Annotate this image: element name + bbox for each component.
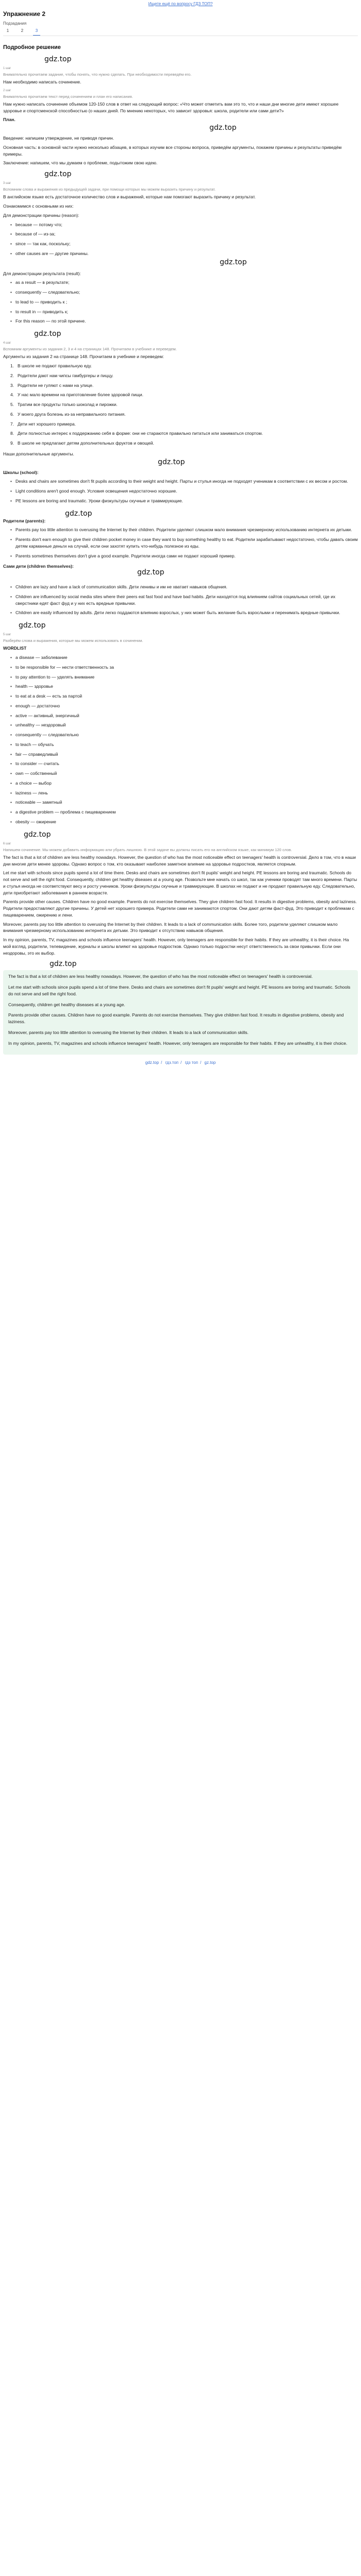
step-hint: Разберём слова и выражения, которые мы можем использовать в сочинении. — [3, 638, 143, 643]
step-hint: Вспомним слова и выражения из предыдущей задачи, при помощи которых мы можем выразить причину и результат. — [3, 187, 216, 192]
wordlist — [10, 654, 358, 825]
step-paragraph: В английском языке есть достаточное количество слов и выражений, которые нам помогают выразить причину и результат. — [3, 194, 256, 200]
result-list — [10, 279, 358, 325]
list-item: • since — так как, поскольку; — [10, 241, 358, 247]
watermark-row — [3, 568, 358, 582]
list-item: 3. Родители не гуляют с нами на улице. — [10, 382, 94, 388]
watermark-row — [3, 258, 358, 270]
list-item: • to pay attention to — уделять внимание — [10, 674, 358, 681]
list-item: • Parents pay too little attention to overusing the Internet by their children. Родители уделяют слишком мало внимания чрезмерному использованию интернета их детьми. — [10, 527, 358, 533]
step-hint: Вспомним аргументы из задания 2, 3 и 4 на страницах 148. Прочитаем в учебнике и переведем. — [3, 347, 177, 351]
essay-paragraph: Parents provide other causes. Children have no good example. Parents do not exercise themselves. They give children fast food. It results in digestive problems, obesity and laziness. Родители предоставляют другие причины. У детей нет хорошего примера. Родители сами не занимаются спортом. Они дают детям фаст-фуд. Это приводит к проблемам с пищеварением, ожирению и лени. — [3, 899, 357, 918]
list-item: 4. У нас мало времени на приготовление более здоровой пищи. — [10, 392, 143, 398]
watermark-row — [3, 509, 358, 518]
step-hint: Внимательно прочитаем задание, чтобы понять, что нужно сделать. При необходимости переведём его. — [3, 72, 192, 77]
solution-title: Подробное решение — [3, 44, 61, 50]
step-2 — [3, 89, 358, 167]
list-item: • health — здоровье — [10, 683, 358, 690]
list-item: • Desks and chairs are sometimes don't fit pupils according to their weight and height. Парты и стулья иногда не подходят ученикам в соответствии с их весом и ростом. — [10, 478, 358, 485]
list-item: • to teach — обучать — [10, 741, 358, 748]
step-hint: Внимательно прочитаем текст перед сочинением и план его написания. — [3, 94, 133, 99]
list-item: • For this reason — по этой причине. — [10, 318, 358, 325]
list-item: 8. Дети полностью интерес к поддержанию себя в форме: они не стараются правильно питаться или заниматься спортом. — [10, 431, 263, 436]
step-label: 5 шаг — [3, 633, 11, 636]
list-item: • unhealthy — нездоровый — [10, 722, 358, 728]
watermark-text: gdz.top — [220, 258, 247, 266]
list-item: 1. В школе не подают правильную еду. — [10, 363, 92, 368]
step-paragraph: Наши дополнительные аргументы. — [3, 451, 74, 456]
list-item: • Children are influenced by social media sites where their peers eat fast food and have bad habits. Дети находятся под влиянием сайтов социальных сетей, где их сверстники едят фаст фуд и у них есть вредные привычки. — [10, 594, 358, 607]
list-item: • to result in — приводить к; — [10, 309, 358, 315]
answer-paragraph: Consequently, children get healthy diseases at a young age. — [8, 1002, 125, 1007]
list-item: • a disease — заболевание — [10, 654, 358, 661]
list-item: • obesity — ожирение — [10, 819, 358, 825]
list-item: • enough — достаточно — [10, 703, 358, 709]
list-item: • consequently — следовательно; — [10, 289, 358, 296]
watermark-row — [3, 829, 358, 839]
footer-link[interactable]: гдз.топ — [165, 1060, 178, 1065]
list-item: • PE lessons are boring and traumatic. Уроки физкультуры скучные и травмирующие. — [10, 498, 358, 504]
list-item: 7. Дети нет хорошего примера. — [10, 421, 76, 427]
list-item: • own — собственный — [10, 770, 358, 777]
search-more-link[interactable]: Ищете ещё по вопросу ГДЗ ТОП? — [148, 2, 213, 6]
list-item: • because of — из-за; — [10, 231, 358, 238]
step-label: 1 шаг — [3, 66, 11, 70]
list-item: • to lead to — приводить к ; — [10, 299, 358, 306]
subtask-pager — [4, 28, 358, 36]
list-item: • Children are lazy and have a lack of communication skills. Дети ленивы и им не хватает навыков общения. — [10, 584, 358, 590]
watermark-row — [3, 959, 358, 968]
list-item: • other causes are — другие причины. — [10, 250, 358, 257]
list-item: • noticeable — заметный — [10, 799, 358, 806]
footer-separator: / — [161, 1060, 162, 1065]
list-item: • to consider — считать — [10, 760, 358, 767]
step-label: 6 шаг — [3, 842, 11, 845]
answer-paragraph: Parents provide other causes. Children have no good example. Parents do not exercise themselves. They give children fast food. It results in digestive problems, obesity and laziness. — [8, 1012, 344, 1024]
cause-heading: Для демонстрации причины (reason): — [3, 212, 79, 218]
step-intro: Нам нужно написать сочинение объемом 120-150 слов в ответ на следующий вопрос: «Что может отметить вам это то, что и наши дни многие дети имеют хорошее здоровье и спортсменской способностью (о наших дней. По мнению некоторых, что зависит здоровья: школа, родители или сами дети?» — [3, 101, 339, 113]
essay-paragraph: Let me start with schools since pupils spend a lot of time there. Desks and chairs are sometimes don't fit pupils' weight and height. PE lessons are boring and traumatic. Schools do not serve and sell the right food. Consequently, children get healthy diseases at a young age. Позвольте мне начать со школ, так как ученики проводят там много времени. Парты и стулья иногда не соответствуют весу и росту учеников. Уроки физкультуры скучные и травмирующие. В школах не подают и не продают правильную еду. Следовательно, дети приобретают заболевания в раннем возрасте. — [3, 870, 357, 895]
watermark-text: gdz.top — [44, 55, 72, 63]
watermark-text: gdz.top — [19, 621, 46, 630]
list-item: • laziness — лень — [10, 790, 358, 796]
watermark-text: gdz.top — [50, 960, 77, 969]
footer-separator: / — [180, 1060, 182, 1065]
watermark-text: gdz.top — [24, 830, 51, 839]
answer-paragraph: In my opinion, parents, TV, magazines and schools influence teenagers' health. However, only teenagers are responsible for their habits. If they are unhealthy, it is their choice. — [8, 1040, 348, 1046]
plan-conclusion: Заключение: напишем, что мы думаем о проблеме, подытожим свою идею. — [3, 160, 158, 166]
step-label: 2 шаг — [3, 89, 11, 92]
list-item: • a choice — выбор — [10, 780, 358, 787]
result-heading: Для демонстрации результата (result): — [3, 270, 81, 276]
school-list — [10, 478, 358, 504]
watermark-row — [3, 169, 358, 178]
list-item: 2. Родители дают нам чипсы гамбургеры и пиццу. — [10, 372, 113, 378]
essay-paragraph: In my opinion, parents, TV, magazines and schools influence teenagers' health. However, only teenagers are responsible for their habits. If they are unhealthy, it is their choice. На мой взгляд, родители, телевидение, журналы и школы влияют на здоровье подростков. Однако только подростки несут ответственность за свои привычки. Если они нездоровы, это их выбор. — [3, 937, 349, 956]
step-paragraph: Ознакомимся с основными из них: — [3, 204, 74, 209]
watermark-row — [3, 54, 358, 63]
list-item: • Light conditions aren't good enough. Условия освещения недостаточно хорошие. — [10, 488, 358, 495]
list-item: • as a result — в результате; — [10, 279, 358, 286]
subtask-tab-1[interactable]: 1 — [6, 28, 9, 33]
answer-paragraph: Let me start with schools since pupils spend a lot of time there. Desks and chairs are sometimes don't fit pupils' weight and height. PE lessons are boring and traumatic. Schools do not serve and sell the right food. — [8, 985, 351, 996]
wordlist-heading: WORDLIST — [3, 646, 27, 651]
list-item: • a digestive problem — проблема с пищеварением — [10, 809, 358, 816]
subtask-tab-3[interactable]: 3 — [33, 28, 40, 36]
top-bar — [3, 0, 358, 8]
list-item: • Children are easily influenced by adults. Дети легко поддаются влиянию взрослых, у них может быть желание быть взрослыми и перенимать вредные привычки. — [10, 609, 358, 616]
list-item: • to be responsible for — нести ответственность за — [10, 664, 358, 671]
step-label: 3 шаг — [3, 182, 11, 185]
step-1 — [3, 54, 358, 86]
step-text: Нам необходимо написать сочинение. — [3, 79, 81, 84]
footer-links — [3, 1055, 358, 1070]
watermark-row — [3, 329, 358, 338]
kids-heading: Сами дети (children themselves): — [3, 564, 74, 569]
list-item: 5. Тратим все продукты только шоколад и пирожки. — [10, 402, 118, 407]
watermark-text: gdz.top — [209, 124, 237, 132]
plan-intro: Введение: напишем утверждение, не приводя причин. — [3, 135, 114, 141]
footer-link[interactable]: гдз топ — [185, 1060, 198, 1065]
list-item: • fair — справедливый — [10, 751, 358, 758]
list-item: • Parents don't earn enough to give their children pocket money in case they want to buy something healthy to eat. Родители зарабатывают недостаточно, чтобы давать своим детям карманные деньги на случай, если они захотят купить что-нибудь полезное из еды. — [10, 536, 358, 550]
watermark-text: gdz.top — [44, 170, 72, 178]
school-heading: Школы (school): — [3, 469, 39, 475]
arguments-list — [10, 363, 358, 447]
plan-heading: План. — [3, 117, 15, 123]
subtask-tab-2[interactable]: 2 — [21, 28, 24, 33]
step-4 — [3, 329, 358, 616]
footer-separator: / — [200, 1060, 202, 1065]
watermark-text: gdz.top — [158, 457, 185, 466]
parents-heading: Родители (parents): — [3, 518, 46, 523]
watermark-text: gdz.top — [137, 568, 165, 577]
watermark-text: gdz.top — [34, 330, 61, 338]
exercise-title: Упражнение 2 — [3, 10, 45, 18]
list-item: • active — активный, энергичный — [10, 713, 358, 719]
footer-link[interactable]: gdz.top — [145, 1060, 159, 1065]
page — [0, 0, 361, 1070]
step-5 — [3, 620, 358, 825]
list-item: • to eat at a desk — есть за партой — [10, 693, 358, 700]
step-label: 4 шаг — [3, 342, 11, 345]
list-item: • Parents sometimes themselves don't give a good example. Родители иногда сами не подают хороший пример. — [10, 553, 358, 560]
list-item: 6. У моего друга болезнь из-за неправильного питания. — [10, 411, 126, 417]
step-hint: Напишем сочинение. Мы можем добавить информацию или убрать лишнюю. В этой задаче вы должны писать его на английском языке, как минимум 120 слов. — [3, 847, 292, 852]
step-paragraph: Аргументы из задания 2 на странице 148. Прочитаем в учебнике и переведем: — [3, 354, 164, 360]
step-6 — [3, 829, 358, 957]
answer-paragraph: The fact is that a lot of children are less healthy nowadays. However, the question of who has the most noticeable effect on teenagers' health is controversial. — [8, 974, 313, 979]
cause-list — [10, 222, 358, 257]
kids-list — [10, 584, 358, 616]
step-3 — [3, 169, 358, 325]
watermark-row — [3, 620, 358, 630]
subtasks-label: Подзадания — [3, 21, 27, 26]
watermark-row — [3, 457, 358, 469]
list-item: • because — потому что; — [10, 222, 358, 228]
essay-paragraph: Moreover, parents pay too little attention to overusing the Internet by their children. It leads to a lack of communication skills. Более того, родители уделяют слишком мало внимания чрезмерному использованию интернета их детьми. Это приводит к отсутствию навыков общения. — [3, 921, 338, 934]
parents-list — [10, 527, 358, 559]
list-item: 9. В школе не предлагают детям дополнительных фруктов и овощей. — [10, 440, 154, 446]
watermark-text: gdz.top — [65, 509, 92, 518]
watermark-row — [3, 126, 358, 135]
plan-body: Основная часть: в основной части нужно несколько абзацев, в которых изучим все стороны вопроса, приведём аргументы, покажем причины и результаты приведём примеры. — [3, 144, 342, 157]
final-answer-box — [3, 970, 358, 1055]
answer-paragraph: Moreover, parents pay too little attention to overusing the Internet by their children. It leads to a lack of communication skills. — [8, 1029, 249, 1035]
essay-paragraph: The fact is that a lot of children are less healthy nowadays. However, the question of who has the most noticeable effect on teenagers' health is controversial. Дело в том, что в наши дни многие дети менее здоровы. Однако вопрос о том, кто оказывает наиболее заметное влияние на здоровье подростков, является спорным. — [3, 854, 356, 867]
footer-link[interactable]: gz.top — [204, 1060, 216, 1065]
list-item: • consequently — следовательно — [10, 732, 358, 738]
